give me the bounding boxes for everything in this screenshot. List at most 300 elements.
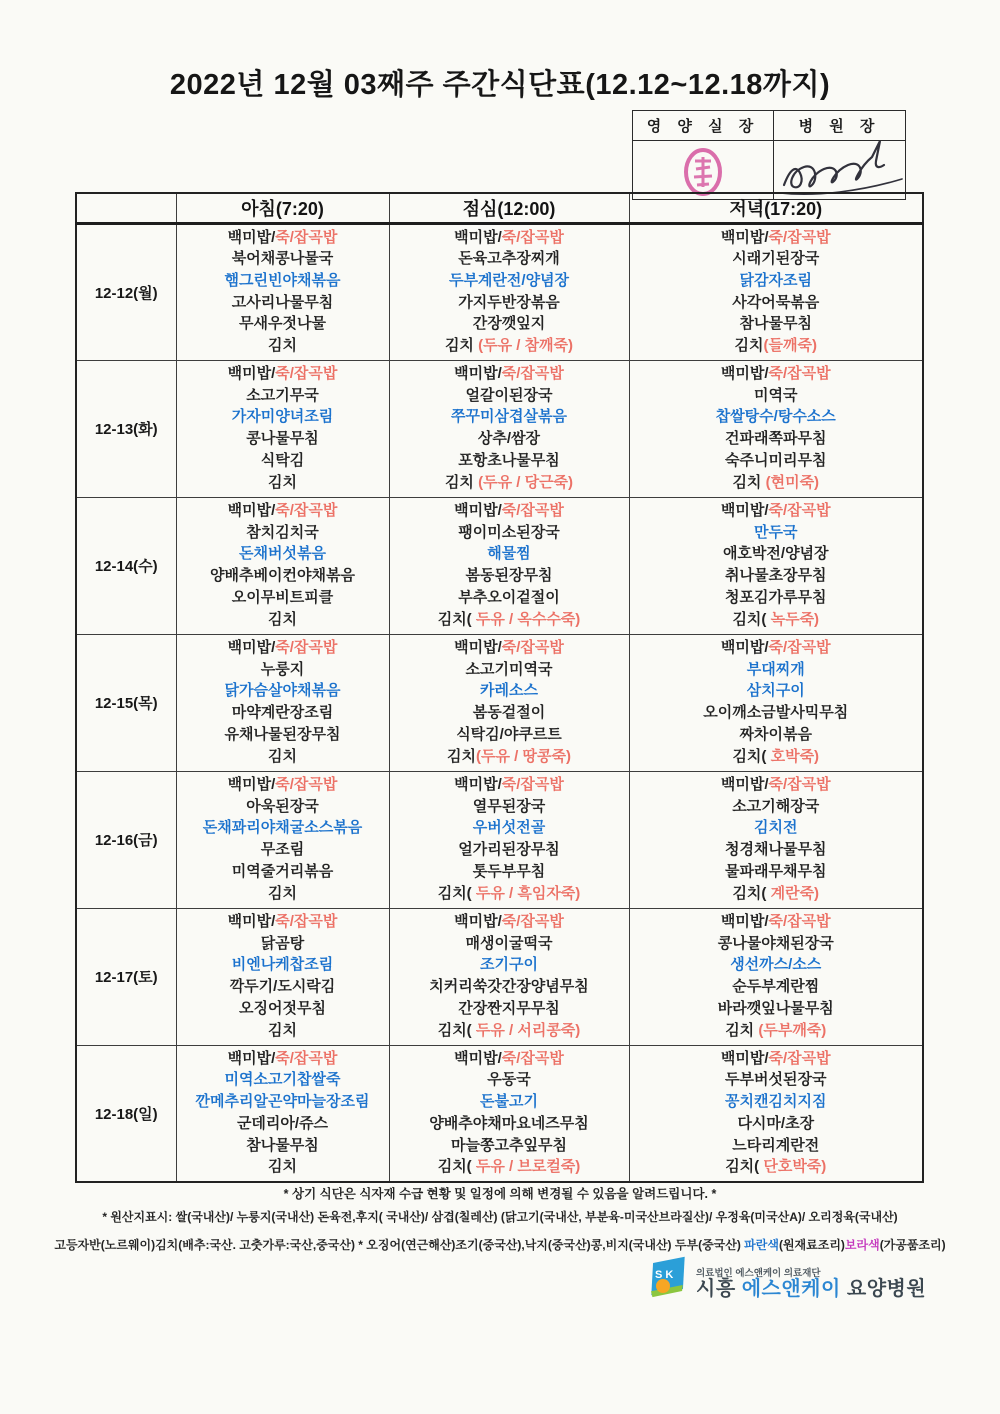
menu-item <box>630 525 923 542</box>
dinner-cell <box>629 1045 923 1182</box>
menu-item <box>390 590 629 607</box>
text-segment: 순두부계란찜 <box>732 978 820 996</box>
text-segment: 카레소스 <box>480 682 538 700</box>
menu-row <box>76 1045 923 1182</box>
lunch-menu-list <box>390 909 629 1045</box>
hospital-logo-icon <box>648 1256 690 1300</box>
menu-item <box>177 431 389 448</box>
menu-item <box>177 1072 389 1089</box>
text-segment: 두유 / 서리콩죽) <box>471 1021 581 1039</box>
menu-item <box>390 979 629 996</box>
breakfast-cell <box>176 1045 389 1182</box>
menu-item <box>177 1051 389 1068</box>
breakfast-menu-list <box>177 225 389 360</box>
text-segment: 김치( <box>732 884 767 902</box>
hospital-name <box>696 1279 926 1300</box>
text-segment: 김치 <box>268 473 297 491</box>
svg-text:S K: S K <box>655 1269 674 1281</box>
menu-item <box>390 612 629 629</box>
menu-item <box>390 316 629 333</box>
text-segment: 식탁김 <box>260 451 305 469</box>
manager-stamp-cell <box>633 141 774 200</box>
menu-item <box>177 683 389 700</box>
menu-item <box>390 409 629 426</box>
menu-item <box>177 273 389 290</box>
text-segment: (현미죽) <box>765 473 820 491</box>
text-segment: 김치전 <box>754 819 798 837</box>
date-cell: 12-16(금) <box>76 771 176 908</box>
text-segment: 죽/잡곡밥 <box>275 638 338 656</box>
text-segment: 백미밥/ <box>227 775 276 793</box>
text-segment: 사각어묵볶음 <box>732 293 820 311</box>
text-segment: 포항초나물무침 <box>458 451 560 469</box>
text-segment: (가공품조리) <box>879 1238 946 1252</box>
menu-item <box>177 503 389 520</box>
text-segment: 삼치구이 <box>746 682 805 700</box>
date-cell: 12-15(목) <box>76 634 176 771</box>
menu-item <box>390 366 629 383</box>
text-segment: 죽/잡곡밥 <box>768 912 831 930</box>
text-segment: 찹쌀탕수/탕수소스 <box>715 408 836 426</box>
text-segment: 얼가리된장무침 <box>458 841 560 859</box>
text-segment: 소고기무국 <box>246 386 319 404</box>
menu-item <box>390 431 629 448</box>
menu-item <box>177 842 389 859</box>
menu-item <box>630 1138 923 1155</box>
text-segment: (들깨죽) <box>763 336 817 354</box>
menu-row <box>76 497 923 634</box>
text-segment: 닭곰탕 <box>260 934 305 952</box>
breakfast-menu-list <box>177 635 389 771</box>
menu-item <box>177 936 389 953</box>
menu-item <box>630 453 923 470</box>
dinner-cell <box>629 497 923 634</box>
menu-item <box>177 388 389 405</box>
menu-item <box>630 799 923 816</box>
text-segment: 무새우젓나물 <box>239 315 326 333</box>
menu-item <box>390 662 629 679</box>
menu-item <box>390 503 629 520</box>
text-segment: 얼갈이된장국 <box>465 386 553 404</box>
menu-item <box>177 546 389 563</box>
text-segment: 백미밥/ <box>454 228 502 246</box>
text-segment: 봄동된장무침 <box>465 567 553 585</box>
lunch-cell <box>389 908 629 1045</box>
text-segment: 부추오이겉절이 <box>458 588 560 606</box>
text-segment: 마늘쫑고추잎무침 <box>451 1136 567 1154</box>
text-segment: 백미밥/ <box>720 1049 769 1067</box>
text-segment: 김치( <box>437 884 472 902</box>
text-segment: 백미밥/ <box>227 364 276 382</box>
text-segment: 두부버섯된장국 <box>725 1071 827 1089</box>
menu-item <box>630 366 923 383</box>
menu-item <box>630 662 923 679</box>
menu-item <box>177 1116 389 1133</box>
text-segment: 양배추베이컨야채볶음 <box>210 567 355 585</box>
approval-director-label: 병 원 장 <box>774 111 906 141</box>
menu-item <box>630 1051 923 1068</box>
menu-item <box>177 640 389 657</box>
menu-item <box>390 295 629 312</box>
lunch-cell <box>389 360 629 497</box>
column-header: 점심(12:00) <box>389 193 629 223</box>
menu-item <box>390 957 629 974</box>
dinner-menu-list <box>630 361 923 497</box>
text-segment: 백미밥/ <box>227 912 276 930</box>
text-segment: 조기구이 <box>480 956 538 974</box>
text-segment: 생선까스/소스 <box>730 956 822 974</box>
approval-table <box>632 110 906 200</box>
menu-item <box>177 749 389 766</box>
text-segment: 죽/잡곡밥 <box>768 364 831 382</box>
menu-item <box>177 979 389 996</box>
text-segment: 김치( <box>437 610 472 628</box>
text-segment: 열무된장국 <box>472 797 546 815</box>
menu-item <box>390 727 629 744</box>
menu-item <box>177 568 389 585</box>
text-segment: 해물찜 <box>487 545 531 563</box>
menu-item <box>390 568 629 585</box>
text-segment: 매생이굴떡국 <box>465 934 553 952</box>
text-segment: 김치 <box>444 473 479 491</box>
text-segment: 백미밥/ <box>227 1049 276 1067</box>
text-segment: 죽/잡곡밥 <box>768 501 831 519</box>
lunch-menu-list <box>390 772 629 908</box>
text-segment: 가자미양녀조림 <box>231 408 334 426</box>
column-header: 저녁(17:20) <box>629 193 923 223</box>
lunch-cell <box>389 1045 629 1182</box>
lunch-cell <box>389 497 629 634</box>
text-segment: 양배추야채마요네즈무침 <box>429 1114 589 1132</box>
menu-item <box>177 1001 389 1018</box>
text-segment: 녹두죽) <box>766 610 820 628</box>
text-segment: 햄그린빈야채볶음 <box>224 271 341 289</box>
text-segment: 죽/잡곡밥 <box>501 364 564 382</box>
lunch-menu-list <box>390 635 629 771</box>
approval-signature-row <box>633 141 906 200</box>
menu-item <box>177 475 389 492</box>
menu-item <box>630 338 923 355</box>
breakfast-menu-list <box>177 772 389 908</box>
text-segment: 쭈꾸미삼겹살볶음 <box>451 408 567 426</box>
menu-item <box>177 230 389 247</box>
text-segment: 김치 <box>268 1158 297 1176</box>
menu-item <box>630 820 923 837</box>
hospital-name-brand: 에스앤케이 <box>741 1278 841 1300</box>
menu-item <box>630 546 923 563</box>
text-segment: 누룽지 <box>260 660 305 678</box>
menu-item <box>177 914 389 931</box>
menu-item <box>390 273 629 290</box>
menu-item <box>630 886 923 903</box>
lunch-menu-list <box>390 498 629 634</box>
menu-item <box>177 453 389 470</box>
dinner-cell <box>629 223 923 360</box>
text-segment: 백미밥/ <box>720 638 769 656</box>
dinner-menu-list <box>630 498 923 634</box>
text-segment: 백미밥/ <box>227 638 276 656</box>
lunch-cell <box>389 223 629 360</box>
menu-item <box>630 316 923 333</box>
column-header: 아침(7:20) <box>176 193 389 223</box>
dinner-menu-list <box>630 909 923 1045</box>
text-segment: 숙주니미리무침 <box>725 451 827 469</box>
menu-item <box>177 1023 389 1040</box>
text-segment: 백미밥/ <box>227 501 276 519</box>
text-segment: 죽/잡곡밥 <box>768 638 831 656</box>
text-segment: 아욱된장국 <box>246 797 319 815</box>
date-cell: 12-17(토) <box>76 908 176 1045</box>
footnote-origin-line2 <box>0 1236 1000 1253</box>
text-segment: 백미밥/ <box>454 1049 502 1067</box>
menu-item <box>390 864 629 881</box>
menu-item <box>390 475 629 492</box>
text-segment: 백미밥/ <box>454 501 502 519</box>
text-segment: 미역소고기찹쌀죽 <box>224 1071 341 1089</box>
text-segment: (원재료조리) <box>778 1238 845 1252</box>
text-segment: 무조림 <box>260 841 305 859</box>
menu-item <box>177 777 389 794</box>
text-segment: 백미밥/ <box>454 775 502 793</box>
menu-item <box>630 431 923 448</box>
text-segment: 단호박죽) <box>759 1158 827 1176</box>
text-segment: 김치 <box>268 336 297 354</box>
menu-item <box>390 230 629 247</box>
text-segment: 백미밥/ <box>720 364 769 382</box>
date-cell: 12-13(화) <box>76 360 176 497</box>
text-segment: 짜차이볶음 <box>739 725 812 743</box>
text-segment: 돈불고기 <box>480 1093 538 1111</box>
text-segment: 청경채나물무침 <box>725 841 827 859</box>
text-segment: 간장깻잎지 <box>472 315 546 333</box>
menu-item <box>390 1094 629 1111</box>
text-segment: 두유 / 옥수수죽) <box>471 610 581 628</box>
breakfast-cell <box>176 223 389 360</box>
menu-item <box>390 338 629 355</box>
text-segment: 죽/잡곡밥 <box>275 912 338 930</box>
text-segment: 부대찌개 <box>746 660 805 678</box>
lunch-cell <box>389 771 629 908</box>
lunch-cell <box>389 634 629 771</box>
date-cell: 12-14(수) <box>76 497 176 634</box>
menu-row <box>76 908 923 1045</box>
lunch-menu-list <box>390 225 629 360</box>
text-segment: 김치 <box>268 610 297 628</box>
text-segment: 돈육고추장찌개 <box>458 250 560 268</box>
menu-item <box>630 1159 923 1176</box>
text-segment: 두유 / 브로컬죽) <box>471 1158 581 1176</box>
text-segment: 바라깻잎나물무침 <box>717 999 834 1017</box>
text-segment: 죽/잡곡밥 <box>768 1049 831 1067</box>
menu-item <box>177 662 389 679</box>
text-segment: 소고기미역국 <box>465 660 553 678</box>
text-segment: 마약계란장조림 <box>231 704 334 722</box>
text-segment: 죽/잡곡밥 <box>501 1049 564 1067</box>
text-segment: 김치( <box>732 610 767 628</box>
text-segment: 건파래쪽파무침 <box>725 430 827 448</box>
menu-item <box>177 799 389 816</box>
text-segment: (두부깨죽) <box>758 1021 827 1039</box>
text-segment: 미역국 <box>754 386 798 404</box>
dinner-cell <box>629 771 923 908</box>
text-segment: 파란색 <box>744 1238 779 1252</box>
text-segment: 치커리쑥갓간장양념무침 <box>429 978 589 996</box>
text-segment: 취나물초장무침 <box>725 567 827 585</box>
text-segment: 죽/잡곡밥 <box>768 228 831 246</box>
text-segment: 애호박전/양념장 <box>722 545 829 563</box>
text-segment: 백미밥/ <box>720 775 769 793</box>
menu-item <box>177 1094 389 1111</box>
menu-item <box>630 590 923 607</box>
text-segment: 보라색 <box>844 1238 880 1252</box>
menu-item <box>177 1159 389 1176</box>
text-segment: 죽/잡곡밥 <box>275 1049 338 1067</box>
breakfast-menu-list <box>177 361 389 497</box>
text-segment: 죽/잡곡밥 <box>501 228 564 246</box>
text-segment: 물파래무채무침 <box>725 862 827 880</box>
dinner-menu-list <box>630 1046 923 1182</box>
text-segment: 두유 / 흑임자죽) <box>471 884 581 902</box>
breakfast-menu-list <box>177 909 389 1045</box>
breakfast-cell <box>176 360 389 497</box>
dinner-menu-list <box>630 635 923 771</box>
menu-item <box>630 503 923 520</box>
menu-item <box>177 251 389 268</box>
text-segment: 김치( <box>732 747 767 765</box>
text-segment: 죽/잡곡밥 <box>501 638 564 656</box>
text-segment: 김치( <box>725 1158 760 1176</box>
menu-row <box>76 223 923 360</box>
breakfast-menu-list <box>177 498 389 634</box>
menu-item <box>390 1116 629 1133</box>
text-segment: 백미밥/ <box>227 228 276 246</box>
approval-manager-label: 영 양 실 장 <box>633 111 774 141</box>
hospital-logo-text <box>696 1269 926 1300</box>
text-segment: 오이깨소금발사믹무침 <box>703 704 849 722</box>
text-segment: 상추/쌈장 <box>477 430 541 448</box>
menu-item <box>177 612 389 629</box>
text-segment: 계란죽) <box>766 884 820 902</box>
text-segment: 김치 <box>444 336 479 354</box>
page-title: 2022년 12월 03째주 주간식단표(12.12~12.18까지) <box>169 69 831 101</box>
hospital-name-type: 요양병원 <box>840 1278 927 1300</box>
text-segment: 김치 <box>268 1021 297 1039</box>
menu-item <box>177 338 389 355</box>
menu-item <box>630 777 923 794</box>
text-segment: 죽/잡곡밥 <box>501 501 564 519</box>
text-segment: 죽/잡곡밥 <box>275 364 338 382</box>
menu-item <box>177 1138 389 1155</box>
text-segment: 청포김가루무침 <box>725 588 827 606</box>
menu-item <box>630 683 923 700</box>
menu-item <box>630 1001 923 1018</box>
menu-item <box>630 864 923 881</box>
text-segment: 콩나물야채된장국 <box>717 934 834 952</box>
breakfast-menu-list <box>177 1046 389 1182</box>
breakfast-cell <box>176 908 389 1045</box>
menu-item <box>630 568 923 585</box>
text-segment: 백미밥/ <box>454 638 502 656</box>
menu-item <box>177 366 389 383</box>
text-segment: (두유 / 당근죽) <box>478 473 574 491</box>
menu-item <box>390 1072 629 1089</box>
menu-item <box>630 230 923 247</box>
text-segment: 백미밥/ <box>720 501 769 519</box>
menu-item <box>177 820 389 837</box>
menu-item <box>177 409 389 426</box>
menu-item <box>390 1001 629 1018</box>
dinner-menu-list <box>630 225 923 360</box>
menu-item <box>630 612 923 629</box>
hospital-org-name: 의료법인 에스앤케이 의료재단 <box>696 1268 821 1280</box>
menu-item <box>630 1072 923 1089</box>
text-segment: 다시마/초장 <box>737 1114 815 1132</box>
text-segment: 식탁김/야쿠르트 <box>456 725 562 743</box>
menu-item <box>390 640 629 657</box>
lunch-menu-list <box>390 1046 629 1182</box>
text-segment: 소고기해장국 <box>732 797 820 815</box>
menu-item <box>177 295 389 312</box>
dinner-cell <box>629 360 923 497</box>
menu-item <box>177 316 389 333</box>
hospital-name-city: 시흥 <box>696 1278 742 1300</box>
text-segment: 두부계란전/양념장 <box>448 271 570 289</box>
menu-item <box>390 1138 629 1155</box>
text-segment: (두유 / 땅콩죽) <box>476 747 571 765</box>
text-segment: 오이무비트피클 <box>231 588 334 606</box>
menu-item <box>390 546 629 563</box>
menu-item <box>630 1094 923 1111</box>
text-segment: 참치김치국 <box>246 523 319 541</box>
menu-item <box>390 705 629 722</box>
text-segment: 백미밥/ <box>720 228 769 246</box>
text-segment: 김치 <box>734 336 764 354</box>
text-segment: 죽/잡곡밥 <box>501 775 564 793</box>
menu-item <box>630 409 923 426</box>
menu-row <box>76 771 923 908</box>
text-segment: 김치 <box>732 473 766 491</box>
footnote-change-notice: * 상기 식단은 식자재 수급 현황 및 일정에 의해 변경될 수 있음을 알려드립니다. * <box>283 1187 717 1201</box>
menu-item <box>390 525 629 542</box>
text-segment: 비엔나케찹조림 <box>231 956 334 974</box>
menu-item <box>630 475 923 492</box>
nutrition-manager-stamp-icon <box>681 147 725 197</box>
text-segment: 백미밥/ <box>454 912 502 930</box>
text-segment: 고등자반(노르웨이)김치(배추:국산. 고춧가루:국산,중국산) * 오징어(연근해산)조기(중국산),낙지(중국산)콩,비지(국내산) 두부(중국산) <box>54 1238 745 1252</box>
text-segment: 간장짠지무무침 <box>458 999 560 1017</box>
menu-item <box>630 1116 923 1133</box>
menu-item <box>630 727 923 744</box>
menu-item <box>630 640 923 657</box>
text-segment: 김치( <box>437 1158 472 1176</box>
text-segment: 김치 <box>268 884 297 902</box>
menu-item <box>630 936 923 953</box>
menu-item <box>390 1159 629 1176</box>
text-segment: 백미밥/ <box>454 364 502 382</box>
date-cell: 12-18(일) <box>76 1045 176 1182</box>
menu-item <box>390 914 629 931</box>
text-segment: 참나물무침 <box>246 1136 319 1154</box>
footnote-origin-line1: * 원산지표시: 쌀(국내산)/ 누룽지(국내산) 돈육전,후지( 국내산)/ 삼겹(칠레산) (닭고기(국내산, 부분육-미국산브라질산)/ 우정육(미국산A)/ 오리정육(국내산) <box>102 1210 898 1224</box>
menu-item <box>390 749 629 766</box>
text-segment: 죽/잡곡밥 <box>275 228 338 246</box>
menu-item <box>390 777 629 794</box>
text-segment: 콩나물무침 <box>246 430 319 448</box>
dinner-cell <box>629 908 923 1045</box>
menu-item <box>630 842 923 859</box>
breakfast-cell <box>176 497 389 634</box>
date-cell: 12-12(월) <box>76 223 176 360</box>
